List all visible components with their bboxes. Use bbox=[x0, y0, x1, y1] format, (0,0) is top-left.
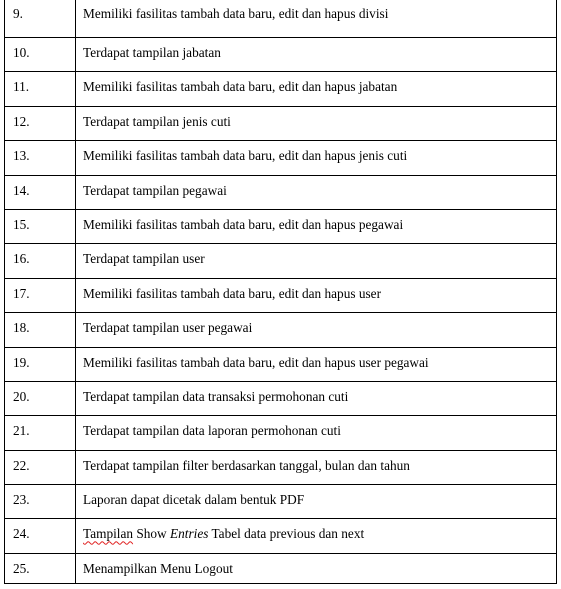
row-number: 13. bbox=[5, 141, 76, 175]
row-number: 19. bbox=[5, 347, 76, 381]
table-row bbox=[5, 416, 557, 450]
table-row bbox=[5, 381, 557, 415]
row-number: 11. bbox=[5, 72, 76, 106]
row-description: Memiliki fasilitas tambah data baru, edit dan hapus user pegawai bbox=[76, 347, 557, 381]
row-description: Laporan dapat dicetak dalam bentuk PDF bbox=[76, 485, 557, 519]
table-row bbox=[5, 141, 557, 175]
text-segment: Tabel data previous dan next bbox=[208, 526, 365, 542]
row-number: 24. bbox=[5, 519, 76, 553]
row-number: 10. bbox=[5, 38, 76, 72]
table-row bbox=[5, 209, 557, 243]
row-number: 23. bbox=[5, 485, 76, 519]
row-description: Memiliki fasilitas tambah data baru, edit dan hapus pegawai bbox=[76, 209, 557, 243]
table-row bbox=[5, 72, 557, 106]
row-number: 21. bbox=[5, 416, 76, 450]
row-description: Terdapat tampilan data transaksi permohonan cuti bbox=[76, 381, 557, 415]
row-description: Terdapat tampilan pegawai bbox=[76, 175, 557, 209]
row-number: 12. bbox=[5, 106, 76, 140]
row-description: Memiliki fasilitas tambah data baru, edit dan hapus user bbox=[76, 278, 557, 312]
row-description: Terdapat tampilan filter berdasarkan tanggal, bulan dan tahun bbox=[76, 450, 557, 484]
table-row bbox=[5, 347, 557, 381]
row-number: 18. bbox=[5, 313, 76, 347]
row-description: Memiliki fasilitas tambah data baru, edit dan hapus divisi bbox=[76, 0, 557, 38]
table-row bbox=[5, 485, 557, 519]
table-row bbox=[5, 38, 557, 72]
table-row bbox=[5, 450, 557, 484]
row-description: Terdapat tampilan data laporan permohonan cuti bbox=[76, 416, 557, 450]
row-number: 9. bbox=[5, 0, 76, 38]
row-description: Memiliki fasilitas tambah data baru, edit dan hapus jabatan bbox=[76, 72, 557, 106]
row-number: 25. bbox=[5, 553, 76, 583]
row-number: 20. bbox=[5, 381, 76, 415]
table-row bbox=[5, 519, 557, 553]
table-row bbox=[5, 106, 557, 140]
row-description: Terdapat tampilan jabatan bbox=[76, 38, 557, 72]
spellcheck-word: Tampilan bbox=[83, 526, 134, 542]
row-description: Terdapat tampilan user bbox=[76, 244, 557, 278]
text-segment: Show bbox=[133, 526, 170, 542]
row-number: 16. bbox=[5, 244, 76, 278]
row-description: Menampilkan Menu Logout bbox=[76, 553, 557, 583]
row-number: 17. bbox=[5, 278, 76, 312]
requirements-table bbox=[4, 0, 557, 584]
row-description: Terdapat tampilan jenis cuti bbox=[76, 106, 557, 140]
table-row bbox=[5, 553, 557, 583]
row-number: 14. bbox=[5, 175, 76, 209]
table-row bbox=[5, 244, 557, 278]
table-row bbox=[5, 175, 557, 209]
row-description: Memiliki fasilitas tambah data baru, edit dan hapus jenis cuti bbox=[76, 141, 557, 175]
table-row bbox=[5, 0, 557, 38]
italic-term: Entries bbox=[169, 526, 209, 542]
table-row bbox=[5, 313, 557, 347]
row-description bbox=[76, 519, 557, 553]
row-description: Terdapat tampilan user pegawai bbox=[76, 313, 557, 347]
table-row bbox=[5, 278, 557, 312]
row-number: 22. bbox=[5, 450, 76, 484]
row-number: 15. bbox=[5, 209, 76, 243]
